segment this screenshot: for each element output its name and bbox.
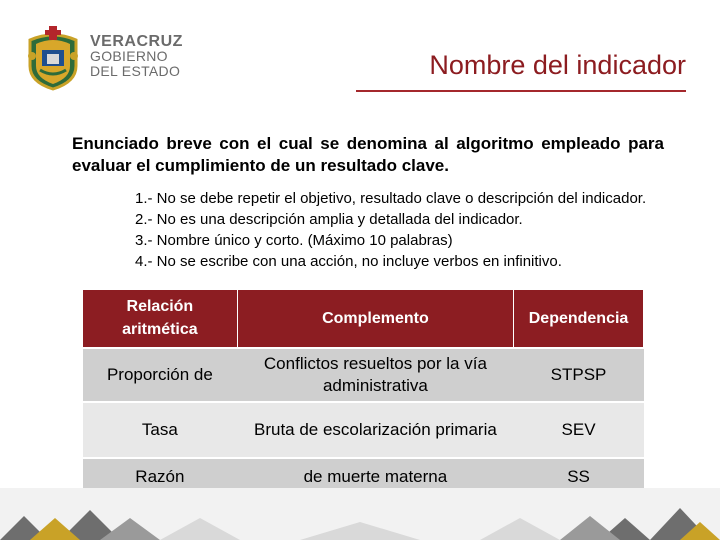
note-item: 3.- Nombre único y corto. (Máximo 10 palabras): [135, 232, 453, 249]
examples-table: [82, 289, 644, 496]
table-row: [83, 348, 644, 402]
cell-relacion: Tasa: [83, 402, 238, 458]
cell-complemento: Conflictos resueltos por la vía administrativa: [237, 348, 513, 402]
note-item: 4.- No se escribe con una acción, no incluye verbos en infinitivo.: [135, 253, 562, 270]
page-title: Nombre del indicador: [429, 50, 686, 80]
note-item: 2.- No es una descripción amplia y detallada del indicador.: [135, 211, 523, 228]
notes-list: [135, 188, 655, 286]
cell-relacion: Proporción de: [83, 348, 238, 402]
definition-statement: Enunciado breve con el cual se denomina al algoritmo empleado para evaluar el cumplimiento de un resultado clave.: [72, 134, 664, 175]
logo-line-2: GOBIERNO: [90, 48, 168, 64]
header-relacion: Relación aritmética: [83, 290, 238, 348]
table-row: [83, 402, 644, 458]
logo-line-1: VERACRUZ: [90, 33, 183, 50]
veracruz-logo: [20, 24, 183, 94]
cell-dependencia: SEV: [514, 402, 644, 458]
title-underline: [356, 90, 686, 92]
logo-line-3: DEL ESTADO: [90, 63, 181, 79]
cell-dependencia: SS: [514, 458, 644, 496]
header-complemento: Complemento: [237, 290, 513, 348]
decorative-pattern-band: [0, 488, 720, 540]
cell-dependencia: STPSP: [514, 348, 644, 402]
state-seal-icon: [22, 26, 84, 92]
cell-complemento: de muerte materna: [237, 458, 513, 496]
header-dependencia: Dependencia: [514, 290, 644, 348]
cell-relacion: Razón: [83, 458, 238, 496]
table-header-row: [83, 290, 644, 348]
geometric-pattern-icon: [0, 488, 720, 540]
note-item: 1.- No se debe repetir el objetivo, resultado clave o descripción del indicador.: [135, 190, 647, 207]
cell-complemento: Bruta de escolarización primaria: [237, 402, 513, 458]
